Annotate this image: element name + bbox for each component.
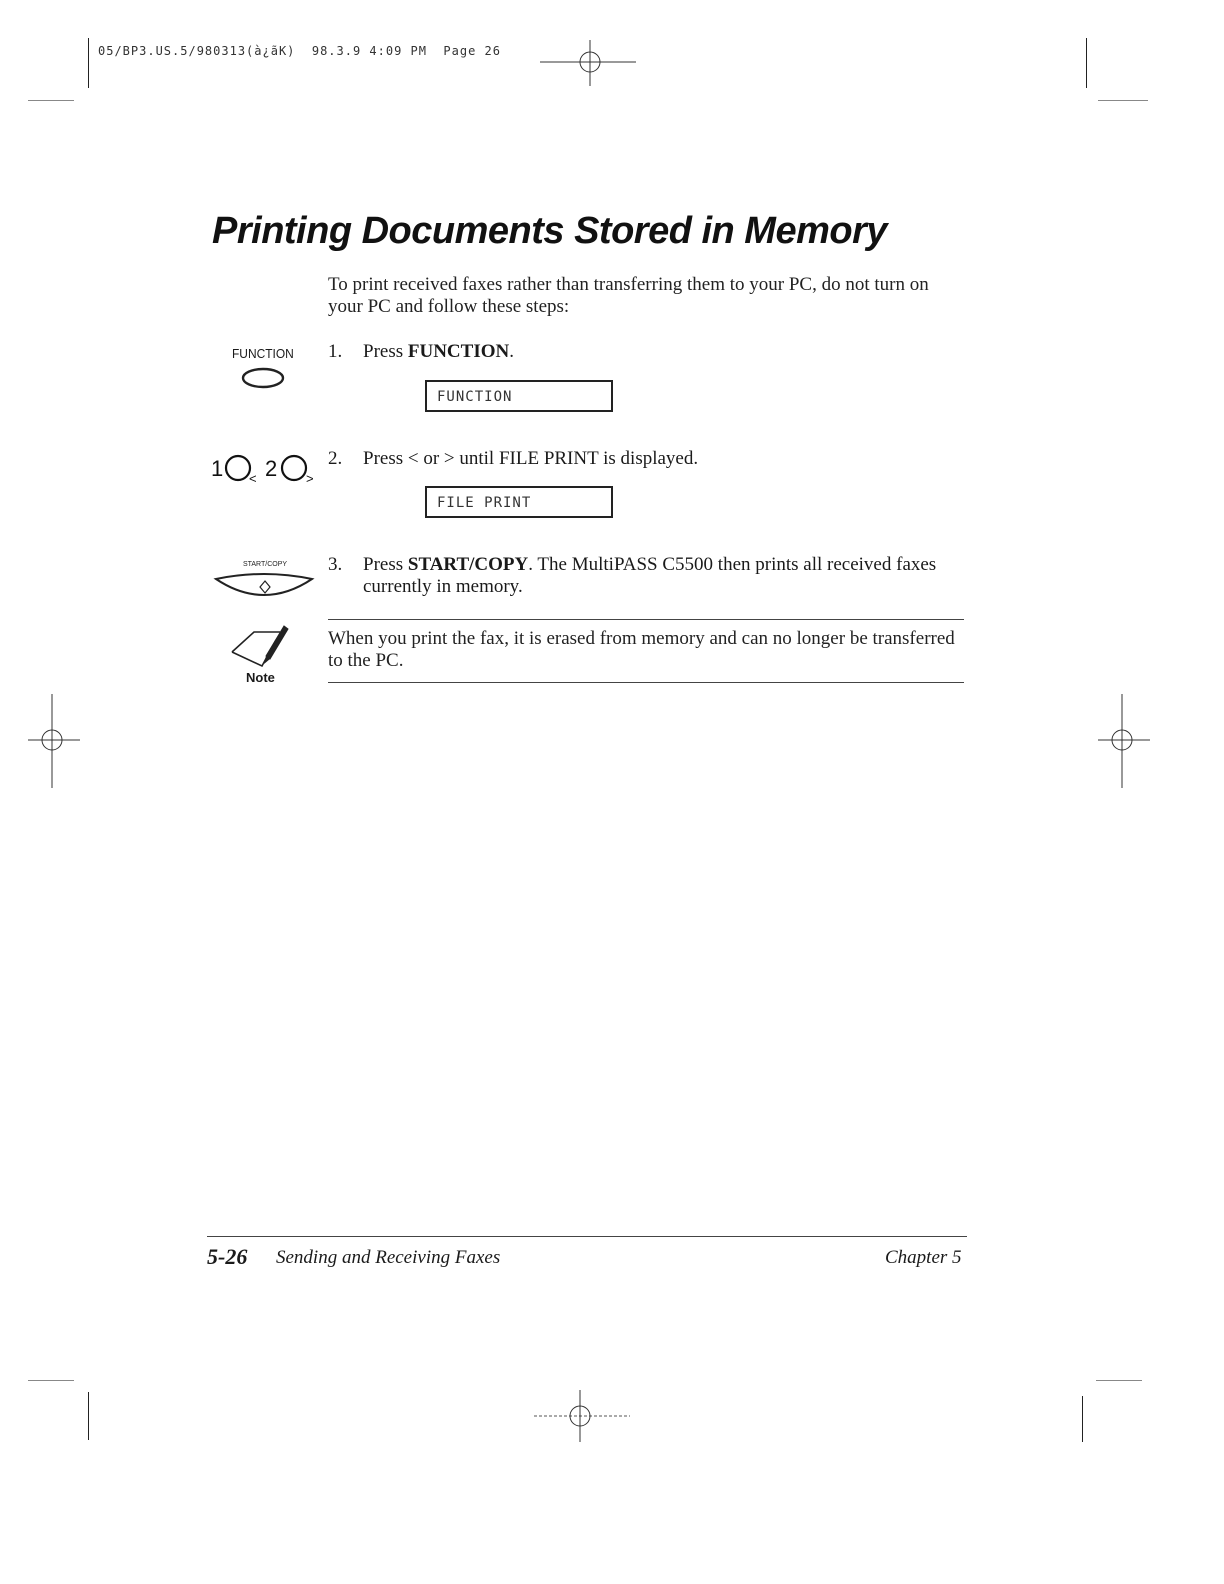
- lcd-display-function: FUNCTION: [425, 380, 613, 412]
- arrow-key-right-circle: [282, 456, 306, 480]
- step-1-text-post: .: [509, 341, 514, 362]
- footer-section-title: Sending and Receiving Faxes: [276, 1247, 501, 1268]
- step-2-text: Press < or > until FILE PRINT is displayed.: [363, 448, 699, 469]
- arrow-key-left-symbol: <: [249, 471, 257, 486]
- step-3-text: [363, 554, 963, 598]
- arrow-key-right-symbol: >: [306, 471, 314, 486]
- note-pencil-icon: [226, 622, 292, 670]
- crop-mark-bottom-left: [88, 1392, 89, 1440]
- start-copy-key-icon: [212, 555, 318, 607]
- registration-mark-left-icon: [24, 692, 84, 792]
- step-3-key-name: START/COPY: [407, 554, 529, 575]
- note-top-rule: [328, 619, 964, 620]
- note-label: Note: [246, 670, 275, 685]
- footer-chapter: Chapter 5: [885, 1247, 962, 1268]
- step-3-text-pre: Press: [363, 554, 408, 575]
- arrow-keys-icon: [208, 448, 324, 486]
- trim-mark-top-right: [1098, 100, 1148, 101]
- arrow-key-1-number: 1: [211, 456, 224, 481]
- step-3-number: 3.: [328, 554, 343, 575]
- start-copy-key-label: START/COPY: [242, 561, 288, 568]
- step-1-number: 1.: [328, 341, 343, 362]
- registration-mark-top-icon: [540, 38, 640, 88]
- step-1-key-name: FUNCTION: [407, 341, 510, 362]
- arrow-key-2-number: 2: [265, 456, 278, 481]
- crop-mark-top-right: [1086, 38, 1087, 88]
- step-1-text-pre: Press: [363, 341, 408, 362]
- trim-mark-bottom-right: [1096, 1380, 1142, 1381]
- note-bottom-rule: [328, 682, 964, 683]
- function-key-label: FUNCTION: [232, 346, 294, 361]
- printer-slug: 05/BP3.US.5/980313(à¿ãK) 98.3.9 4:09 PM Page 26: [98, 44, 502, 58]
- crop-mark-bottom-right: [1082, 1396, 1083, 1442]
- intro-paragraph: To print received faxes rather than transferring them to your PC, do not turn on your PC and follow these steps:: [328, 274, 929, 317]
- trim-mark-bottom-left: [28, 1380, 74, 1381]
- footer-rule: [207, 1236, 967, 1237]
- page-title: Printing Documents Stored in Memory: [212, 210, 888, 252]
- registration-mark-bottom-icon: [530, 1388, 640, 1444]
- arrow-key-left-circle: [226, 456, 250, 480]
- step-2-number: 2.: [328, 448, 343, 469]
- crop-mark-top-left: [88, 38, 89, 88]
- function-key-icon: [240, 366, 286, 390]
- step-3-text-post: . The MultiPASS C5500 then prints all received faxes currently in memory.: [363, 554, 937, 597]
- footer-page-number: 5-26: [207, 1244, 248, 1269]
- registration-mark-right-icon: [1094, 692, 1154, 792]
- step-1-text: [363, 341, 963, 363]
- note-text: When you print the fax, it is erased from memory and can no longer be transferred to the PC.: [328, 628, 955, 671]
- lcd-display-file-print: FILE PRINT: [425, 486, 613, 518]
- trim-mark-top-left: [28, 100, 74, 101]
